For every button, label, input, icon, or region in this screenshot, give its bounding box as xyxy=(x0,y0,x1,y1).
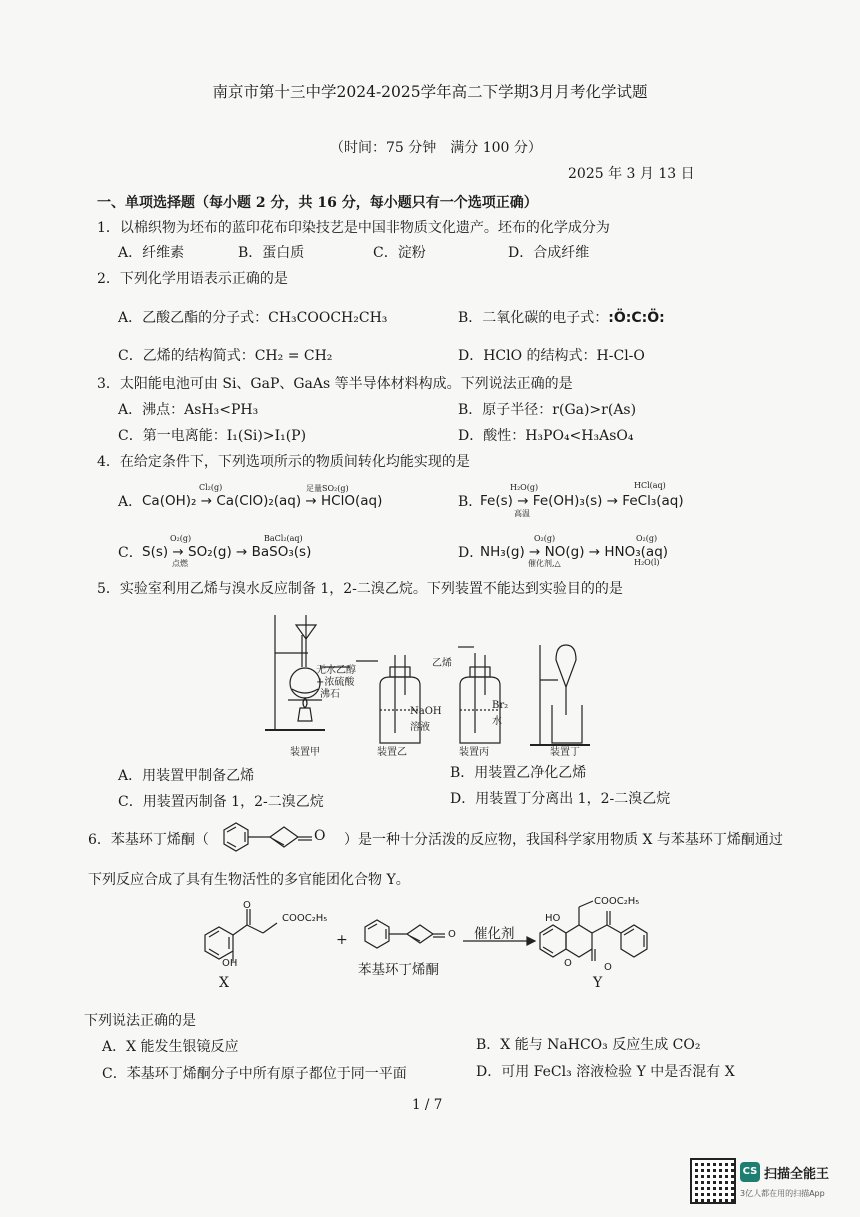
x-bond-3 xyxy=(263,923,277,933)
q3-option-b: B．原子半径：r(Ga)>r(As) xyxy=(458,402,637,418)
q4-b-condition-2: HCl(aq) xyxy=(634,481,666,490)
app-jia-label: 装置甲 xyxy=(290,747,320,758)
q2-option-b xyxy=(458,307,665,327)
jia-note-3: 沸石 xyxy=(320,689,340,700)
q6-stem-line2: 下列反应合成了具有生物活性的多官能团化合物 Y。 xyxy=(88,872,410,888)
jia-note-1: 无水乙醇 xyxy=(316,665,356,676)
y-ester-label: COOC₂H₅ xyxy=(594,896,640,907)
exam-date: 2025 年 3 月 13 日 xyxy=(568,166,695,182)
app-bing-label: 装置丙 xyxy=(459,747,489,758)
q5-apparatus-figure xyxy=(260,605,600,755)
catalyst-label: 催化剂 xyxy=(474,926,515,942)
q5-option-d: D．用装置丁分离出 1，2-二溴乙烷 xyxy=(450,791,671,807)
exam-time-score: （时间：75 分钟 满分 100 分） xyxy=(330,140,542,156)
plus-sign: + xyxy=(336,932,348,948)
app-ding-label: 装置丁 xyxy=(550,747,580,758)
q6-stem-part1: 6．苯基环丁烯酮（ xyxy=(88,832,209,848)
page-number: 1 / 7 xyxy=(412,1097,443,1113)
q3-option-a: A．沸点：AsH₃<PH₃ xyxy=(118,402,259,418)
pcb-cyclobutenone-ring xyxy=(407,925,433,943)
compound-x-label: X xyxy=(219,975,229,991)
q2-option-c-formula: CH₂ = CH₂ xyxy=(254,348,333,364)
q4-d-condition-2b: H₂O(l) xyxy=(634,558,660,567)
jia-note-2: +浓硫酸 xyxy=(316,677,355,688)
q2-stem: 2．下列化学用语表示正确的是 xyxy=(97,271,288,287)
q4-stem: 4．在给定条件下，下列选项所示的物质间转化均能实现的是 xyxy=(97,454,470,470)
q5-stem: 5．实验室利用乙烯与溴水反应制备 1，2-二溴乙烷。下列装置不能达到实验目的的是 xyxy=(97,581,623,597)
q4-d-condition-1b: 催化剂,△ xyxy=(528,559,561,568)
ding-beaker xyxy=(552,705,582,743)
q6-option-c: C．苯基环丁烯酮分子中所有原子都位于同一平面 xyxy=(102,1066,407,1082)
compound-y-label: Y xyxy=(593,975,603,991)
q1-option-d: D．合成纤维 xyxy=(508,245,590,261)
q4-option-b-label: B． xyxy=(458,494,483,510)
q1-option-c: C．淀粉 xyxy=(373,245,426,261)
q4-option-a-equation: Ca(OH)₂ → Ca(ClO)₂(aq) → HClO(aq) xyxy=(142,493,383,509)
q1-stem: 1．以棉织物为坯布的蓝印花布印染技艺是中国非物质文化遗产。坯布的化学成分为 xyxy=(97,220,610,236)
q4-a-condition-1: Cl₂(g) xyxy=(199,483,223,492)
q3-option-d: D．酸性：H₃PO₄<H₃AsO₄ xyxy=(458,428,634,444)
q4-b-condition-1b: 高温 xyxy=(514,509,530,518)
ding-funnel xyxy=(556,645,576,687)
x-bond-2 xyxy=(247,925,263,933)
q2-option-a xyxy=(118,307,387,327)
q5-option-a: A．用装置甲制备乙烯 xyxy=(118,768,255,784)
y-vinyl-bond xyxy=(592,925,607,933)
q2-option-c-prefix: C．乙烯的结构简式： xyxy=(118,348,255,364)
q2-option-d: D．HClO 的结构式：H-Cl-O xyxy=(458,348,645,364)
y-phenyl-ring xyxy=(621,925,647,957)
bing-top-label: 乙烯 xyxy=(432,658,452,669)
bing-note-1: Br₂ xyxy=(492,700,509,711)
q4-option-b-equation: Fe(s) → Fe(OH)₃(s) → FeCl₃(aq) xyxy=(480,493,684,509)
y-carbonyl-oxygen: O xyxy=(604,962,612,973)
q6-prompt: 下列说法正确的是 xyxy=(84,1013,196,1029)
q4-option-c-label: C． xyxy=(118,545,143,561)
camscanner-logo: CS xyxy=(740,1162,760,1182)
q5-option-c: C．用装置丙制备 1，2-二溴乙烷 xyxy=(118,794,324,810)
phenylcyclobutenone-inline-structure xyxy=(212,818,347,858)
q6-stem-part2: ）是一种十分活泼的反应物，我国科学家用物质 X 与苯基环丁烯酮通过 xyxy=(344,832,783,848)
bing-stopper xyxy=(470,667,490,677)
x-carbonyl-o: O xyxy=(243,900,251,911)
yi-stopper xyxy=(390,667,410,677)
y-ho-label: HO xyxy=(545,913,561,924)
co2-electron-formula: :Ö:C:Ö: xyxy=(608,310,665,326)
q4-option-d-label: D． xyxy=(458,545,484,561)
q4-option-d-equation: NH₃(g) → NO(g) → HNO₃(aq) xyxy=(480,544,669,560)
section-heading: 一、单项选择题（每小题 2 分，共 16 分，每小题只有一个选项正确） xyxy=(97,195,538,211)
q6-option-b: B．X 能与 NaHCO₃ 反应生成 CO₂ xyxy=(476,1037,701,1053)
q1-option-a: A．纤维素 xyxy=(118,245,185,261)
q4-option-c-equation: S(s) → SO₂(g) → BaSO₃(s) xyxy=(142,544,312,560)
q4-option-a-label: A． xyxy=(118,494,143,510)
bing-note-2: 水 xyxy=(492,716,502,727)
jia-liquid xyxy=(292,689,318,693)
q5-option-b: B．用装置乙净化乙烯 xyxy=(450,765,587,781)
x-ester-label: COOC₂H₅ xyxy=(282,913,328,924)
y-benzene-ring xyxy=(540,925,566,957)
q4-b-condition-1: H₂O(g) xyxy=(510,483,539,492)
q2-option-c xyxy=(118,345,332,365)
x-bond-1 xyxy=(233,925,247,935)
brand-tagline: 3亿人都在用的扫描App xyxy=(740,1189,825,1198)
q2-option-b-prefix: B．二氧化碳的电子式： xyxy=(458,310,609,326)
yi-note-2: 溶液 xyxy=(410,722,430,733)
q4-c-condition-2: BaCl₂(aq) xyxy=(264,534,303,543)
q2-option-a-prefix: A．乙酸乙酯的分子式： xyxy=(118,310,269,326)
pcb-oxygen: O xyxy=(448,929,456,940)
q4-a-condition-2: 足量SO₂(g) xyxy=(306,484,349,493)
q3-stem: 3．太阳能电池可由 Si、GaP、GaAs 等半导体材料构成。下列说法正确的是 xyxy=(97,376,573,392)
inline-pcb-oxygen: O xyxy=(314,828,326,844)
q6-reaction-scheme xyxy=(195,895,675,995)
qr-code-icon xyxy=(690,1158,736,1204)
q4-d-condition-2: O₂(g) xyxy=(636,534,658,543)
brand-name: 扫描全能王 xyxy=(764,1167,830,1182)
y-ring-oxygen: O xyxy=(564,958,572,969)
q3-option-c: C．第一电离能：I₁(Si)>I₁(P) xyxy=(118,428,307,444)
page-title: 南京市第十三中学2024-2025学年高二下学期3月月考化学试题 xyxy=(212,83,648,101)
app-yi-label: 装置乙 xyxy=(377,747,407,758)
q6-option-d: D．可用 FeCl₃ 溶液检验 Y 中是否混有 X xyxy=(476,1064,735,1080)
q1-option-b: B．蛋白质 xyxy=(238,245,305,261)
jia-burner xyxy=(298,708,312,721)
q4-c-condition-1b: 点燃 xyxy=(172,559,188,568)
yi-note-1: NaOH xyxy=(410,706,442,717)
y-lactone-ring xyxy=(566,925,592,957)
pcb-name-label: 苯基环丁烯酮 xyxy=(358,962,439,978)
q6-option-a: A．X 能发生银镜反应 xyxy=(102,1039,239,1055)
q4-c-condition-1: O₂(g) xyxy=(170,534,192,543)
q4-d-condition-1: O₂(g) xyxy=(534,534,556,543)
x-oh-label: OH xyxy=(222,958,238,969)
q2-option-a-formula: CH₃COOCH₂CH₃ xyxy=(268,310,388,326)
